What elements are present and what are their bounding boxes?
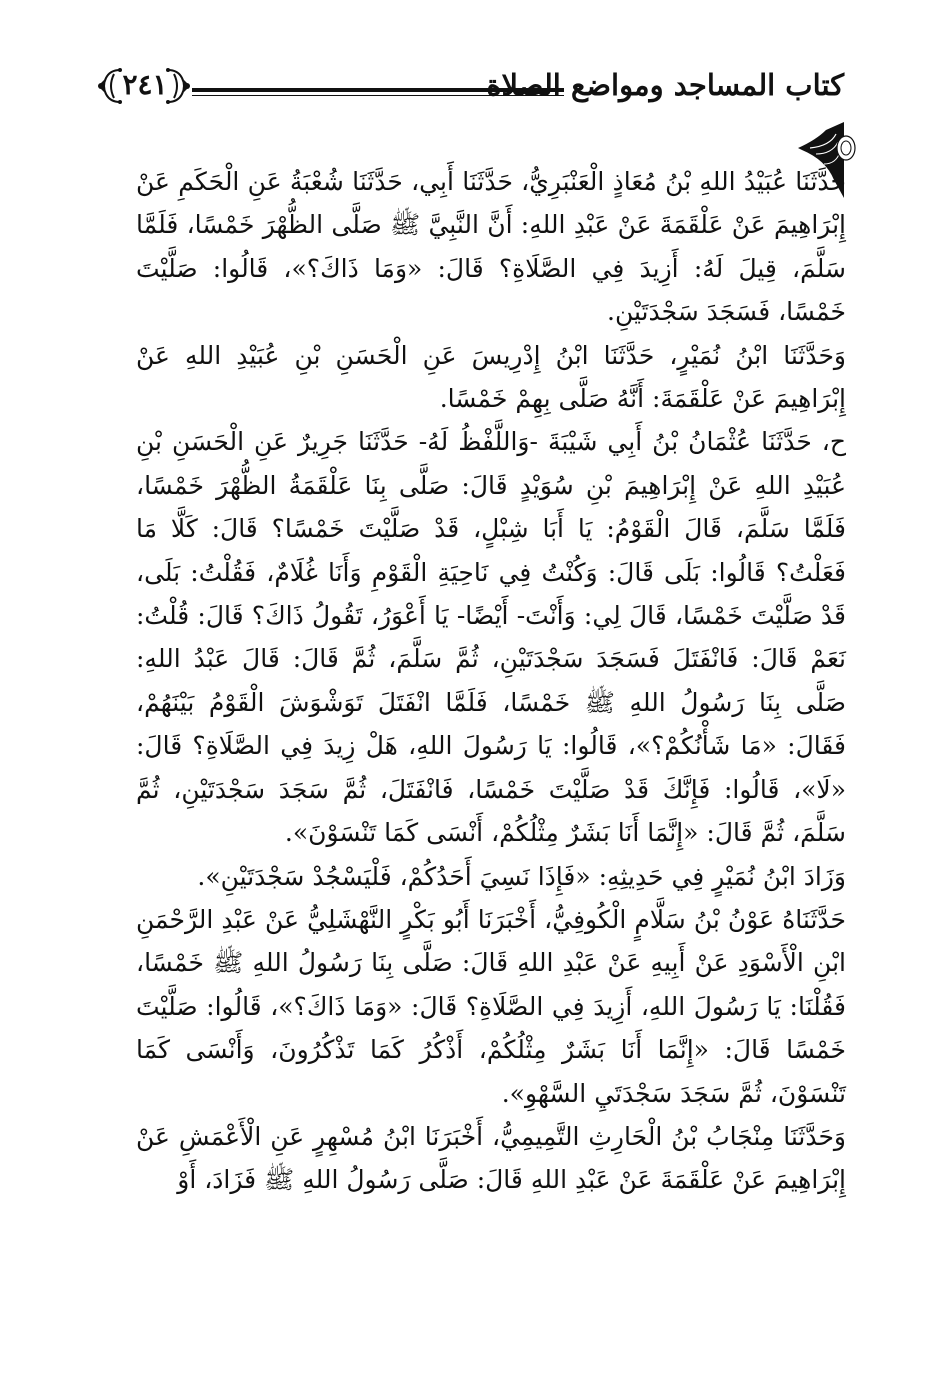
hadith-text	[136, 160, 846, 1202]
paragraph: وَزَادَ ابْنُ نُمَيْرٍ فِي حَدِيثِهِ: «فَإِذَا نَسِيَ أَحَدُكُمْ، فَلْيَسْجُدْ سَجْدَتَيْنِ».	[197, 861, 846, 891]
paragraph: ح، حَدَّثَنَا عُثْمَانُ بْنُ أَبِي شَيْبَةَ -وَاللَّفْظُ لَهُ- حَدَّثَنَا جَرِيرٌ عَنِ الْحَسَنِ بْنِ عُبَيْدِ اللهِ عَنْ إِبْرَاهِيمَ بْنِ سُوَيْدٍ قَالَ: صَلَّى بِنَا عَلْقَمَةُ الظُّهْرَ خَمْسًا، فَلَمَّا سَلَّمَ، قَالَ الْقَوْمُ: يَا أَبَا شِبْلٍ، قَدْ صَلَّيْتَ خَمْسًا؟ قَالَ: كَلَّا مَا فَعَلْتُ؟ قَالُوا: بَلَى قَالَ: وَكُنْتُ فِي نَاحِيَةِ الْقَوْمِ وَأَنَا غُلَامٌ، فَقُلْتُ: بَلَى، قَدْ صَلَّيْتَ خَمْسًا، قَالَ لِي: وَأَنْتَ- أَيْضًا- يَا أَعْوَرُ، تَقُولُ ذَاكَ؟ قَالَ: قُلْتُ: نَعَمْ قَالَ: فَانْفَتَلَ فَسَجَدَ سَجْدَتَيْنِ، ثُمَّ سَلَّمَ، ثُمَّ قَالَ: قَالَ عَبْدُ اللهِ: صَلَّى بِنَا رَسُولُ اللهِ ﷺ خَمْسًا، فَلَمَّا انْفَتَلَ تَوَشْوَشَ الْقَوْمُ بَيْنَهُمْ، فَقَالَ: «مَا شَأْنُكُمْ؟»، قَالُوا: يَا رَسُولَ اللهِ، هَلْ زِيدَ فِي الصَّلَاةِ؟ قَالَ: «لَا»، قَالُوا: فَإِنَّكَ قَدْ صَلَّيْتَ خَمْسًا، فَانْفَتَلَ، ثُمَّ سَجَدَ سَجْدَتَيْنِ، ثُمَّ سَلَّمَ، ثُمَّ قَالَ: «إِنَّمَا أَنَا بَشَرٌ مِثْلُكُمْ، أَنْسَى كَمَا تَنْسَوْنَ».	[136, 427, 846, 848]
paragraph: وَحَدَّثَنَا ابْنُ نُمَيْرٍ، حَدَّثَنَا ابْنُ إِدْرِيسَ عَنِ الْحَسَنِ بْنِ عُبَيْدِ اللهِ عَنْ إِبْرَاهِيمَ عَنْ عَلْقَمَةَ: أَنَّهُ صَلَّى بِهِمْ خَمْسًا.	[136, 340, 846, 414]
book-title: كتاب المساجد ومواضع الصلاة	[486, 68, 844, 102]
page-number: ٢٤١	[122, 68, 168, 101]
paragraph: حَدَّثَنَا عُبَيْدُ اللهِ بْنُ مُعَاذٍ الْعَنْبَرِيُّ، حَدَّثَنَا أَبِي، حَدَّثَنَا شُعْبَةُ عَنِ الْحَكَمِ عَنْ إِبْرَاهِيمَ عَنْ عَلْقَمَةَ عَنْ عَبْدِ اللهِ: أَنَّ النَّبِيَّ ﷺ صَلَّى الظُّهْرَ خَمْسًا، فَلَمَّا سَلَّمَ، قِيلَ لَهُ: أَزِيدَ فِي الصَّلَاةِ؟ قَالَ: «وَمَا ذَاكَ؟»، قَالُوا: صَلَّيْتَ خَمْسًا، فَسَجَدَ سَجْدَتَيْنِ.	[136, 167, 846, 327]
page-header	[96, 62, 844, 112]
header-rule	[192, 88, 564, 96]
page-number-frame	[96, 64, 192, 108]
paragraph: وَحَدَّثَنَا مِنْجَابُ بْنُ الْحَارِثِ التَّمِيمِيُّ، أَخْبَرَنَا ابْنُ مُسْهِرٍ عَنِ الْأَعْمَشِ عَنْ إِبْرَاهِيمَ عَنْ عَلْقَمَةَ عَنْ عَبْدِ اللهِ قَالَ: صَلَّى رَسُولُ اللهِ ﷺ فَزَادَ، أَوْ	[136, 1121, 846, 1195]
paragraph: حَدَّثَنَاهُ عَوْنُ بْنُ سَلَّامٍ الْكُوفِيُّ، أَخْبَرَنَا أَبُو بَكْرٍ النَّهْشَلِيُّ عَنْ عَبْدِ الرَّحْمَنِ ابْنِ الْأَسْوَدِ عَنْ أَبِيهِ عَنْ عَبْدِ اللهِ قَالَ: صَلَّى بِنَا رَسُولُ اللهِ ﷺ خَمْسًا، فَقُلْنَا: يَا رَسُولَ اللهِ، أَزِيدَ فِي الصَّلَاةِ؟ قَالَ: «وَمَا ذَاكَ؟»، قَالُوا: صَلَّيْتَ خَمْسًا قَالَ: «إِنَّمَا أَنَا بَشَرٌ مِثْلُكُمْ، أَذْكُرُ كَمَا تَذْكُرُونَ، وَأَنْسَى كَمَا تَنْسَوْنَ، ثُمَّ سَجَدَ سَجْدَتَيِ السَّهْوِ».	[136, 904, 846, 1108]
